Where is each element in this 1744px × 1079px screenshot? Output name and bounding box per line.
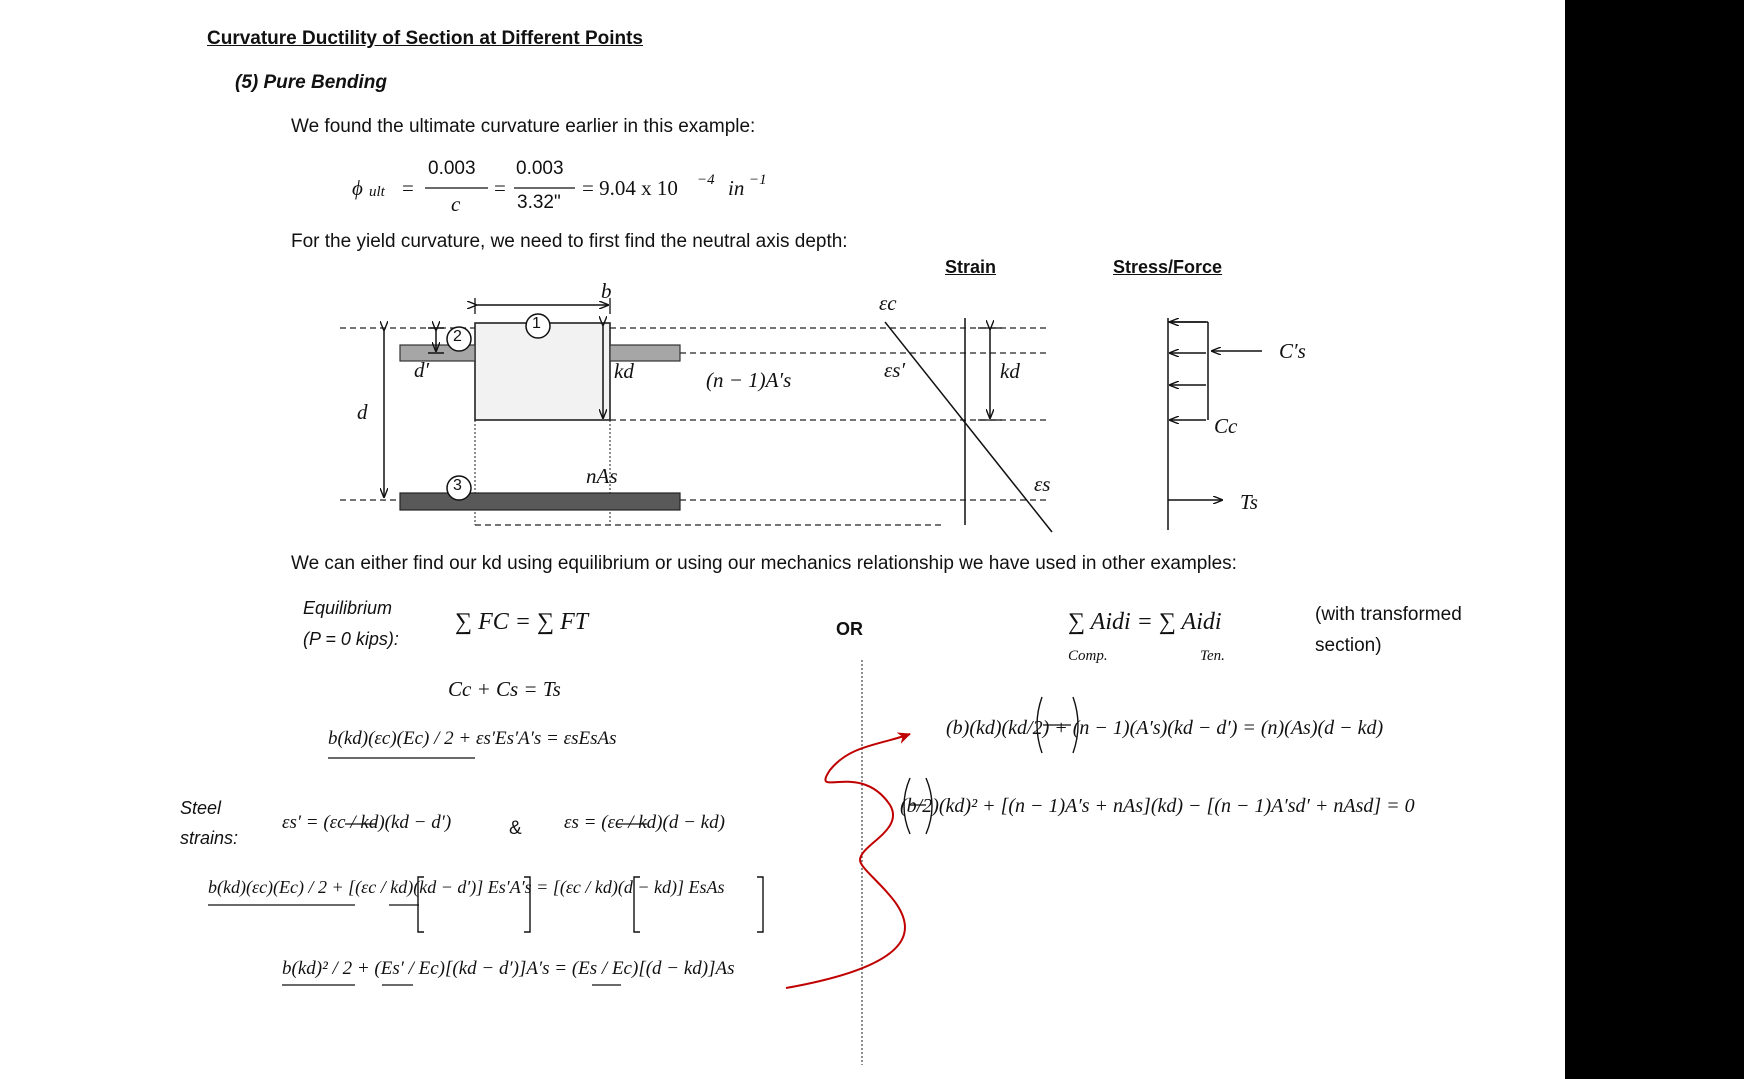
circle-label-1: 1 (532, 315, 541, 332)
phi-num-1: 0.003 (428, 158, 476, 179)
mechanics-sum-equation: ∑ Aidi = ∑ Aidi (1068, 609, 1222, 635)
stress-force-header: Stress/Force (1113, 257, 1223, 277)
either-text: We can either find our kd using equilibrium or using our mechanics relationship we have used in other examples: (291, 553, 1237, 574)
phi-result: = 9.04 x 10 (582, 176, 678, 200)
label-kd-strain: kd (1000, 359, 1020, 383)
section-subheading: (5) Pure Bending (235, 72, 388, 93)
circle-label-2: 2 (453, 328, 462, 345)
label-transformed-tension-steel: nAs (586, 464, 618, 488)
label-eps-s: εs (1034, 472, 1051, 496)
strain-header: Strain (945, 257, 997, 277)
circle-label-3: 3 (453, 477, 462, 494)
label-Cc: Cc (1214, 414, 1238, 438)
phi-num-2: 0.003 (516, 158, 564, 179)
concrete-stress-block (1168, 322, 1208, 420)
phi-den-2: 3.32" (517, 192, 561, 213)
label-dprime: d′ (414, 358, 430, 382)
yield-text: For the yield curvature, we need to first find the neutral axis depth: (291, 231, 848, 252)
sum-subscript-ten: Ten. (1200, 648, 1225, 664)
label-transformed-compression-steel: (n − 1)A′s (706, 368, 792, 392)
phi-result-unit: in (728, 176, 745, 200)
eps-sprime-equation: εs′ = (εc / kd)(kd − d′) (282, 812, 452, 833)
label-Cs-prime: C′s (1279, 339, 1306, 363)
page-heading: Curvature Ductility of Section at Different Points (207, 28, 643, 49)
transformed-note-line1: (with transformed (1315, 604, 1462, 625)
forces-equation: Cc + Cs = Ts (448, 677, 561, 701)
label-b: b (601, 279, 612, 303)
label-eps-sprime: εs′ (884, 358, 906, 382)
sum-subscript-comp: Comp. (1068, 648, 1108, 664)
label-kd-section: kd (614, 359, 634, 383)
document-page: Curvature Ductility of Section at Different Points (5) Pure Bending We found the ultimate curvature earlier in this example: ϕ ult = 0.003 c = 0.003 3.32" = 9.04 x 10 −4 in −1 For the yield curvature, we need to first find the neutral axis depth: Strain Stress/Force b kd d d′ (n − 1)A′s nAs 1 2 3 εc εs′ εs kd C′s Cc Ts We can either find our kd using equilibrium or using our mechanics relationship we have used in other examples: Equilibrium (P = 0 kips): ∑ FC = ∑ FT Cc + Cs = Ts b(kd)(εc)(Ec) / 2 + εs′Es′A′s = εsEsAs Steel strains: εs′ = (εc / kd)(kd − d′) & εs = (εc / kd)(d − kd) b(kd)(εc)(Ec) / 2 + [(εc / kd)(kd − d′)] Es′A′s = [(εc / kd)(d − kd)] EsAs b(kd)² / 2 + (Es′ / Ec)[(kd − d′)]A′s = (Es / Ec)[(d − kd)]As OR ∑ Aidi = ∑ Aidi Comp. Ten. (with transformed section) (b)(kd)(kd/2) + (n − 1)(A′s)(kd − d′) = (n)(As)(d − kd) (b/2)(kd)² + [(n − 1)A′s + nAs](kd) − [(n − 1)A′sd′ + nAsd] = 0 (0, 0, 1565, 1079)
curved-link-arrow (786, 734, 910, 988)
transformed-note-line2: section) (1315, 635, 1382, 656)
steel-strains-label-1: Steel (180, 798, 222, 818)
equilibrium-equation-5: b(kd)² / 2 + (Es′ / Ec)[(kd − d′)]A′s = (Es / Ec)[(d − kd)]As (282, 958, 735, 979)
label-eps-c: εc (879, 291, 897, 315)
phi-symbol: ϕ (352, 176, 363, 200)
phi-den-1: c (451, 192, 461, 216)
phi-result-exponent: −4 (697, 172, 715, 188)
equilibrium-equation-4: b(kd)(εc)(Ec) / 2 + [(εc / kd)(kd − d′)] Es′A′s = [(εc / kd)(d − kd)] EsAs (208, 877, 725, 897)
equilibrium-label-line1: Equilibrium (303, 598, 393, 618)
tension-steel-bar (400, 493, 680, 510)
mechanics-equation-2: (b/2)(kd)² + [(n − 1)A′s + nAs](kd) − [(n − 1)A′sd′ + nAsd] = 0 (900, 795, 1415, 817)
steel-strains-label-2: strains: (180, 828, 239, 848)
phi-result-unit-exponent: −1 (749, 172, 767, 188)
mechanics-equation-1: (b)(kd)(kd/2) + (n − 1)(A′s)(kd − d′) = (n)(As)(d − kd) (946, 717, 1384, 739)
eps-s-equation: εs = (εc / kd)(d − kd) (564, 812, 725, 833)
phi-subscript: ult (369, 184, 385, 200)
equilibrium-equation-2: b(kd)(εc)(Ec) / 2 + εs′Es′A′s = εsEsAs (328, 728, 617, 749)
equilibrium-sum-equation: ∑ FC = ∑ FT (455, 609, 589, 635)
intro-text: We found the ultimate curvature earlier in this example: (291, 116, 756, 137)
equilibrium-label-line2: (P = 0 kips): (303, 629, 399, 649)
label-d: d (357, 400, 368, 424)
label-Ts: Ts (1240, 490, 1258, 514)
ampersand: & (509, 818, 522, 839)
fraction-bars (208, 188, 1071, 985)
or-label: OR (836, 619, 863, 639)
